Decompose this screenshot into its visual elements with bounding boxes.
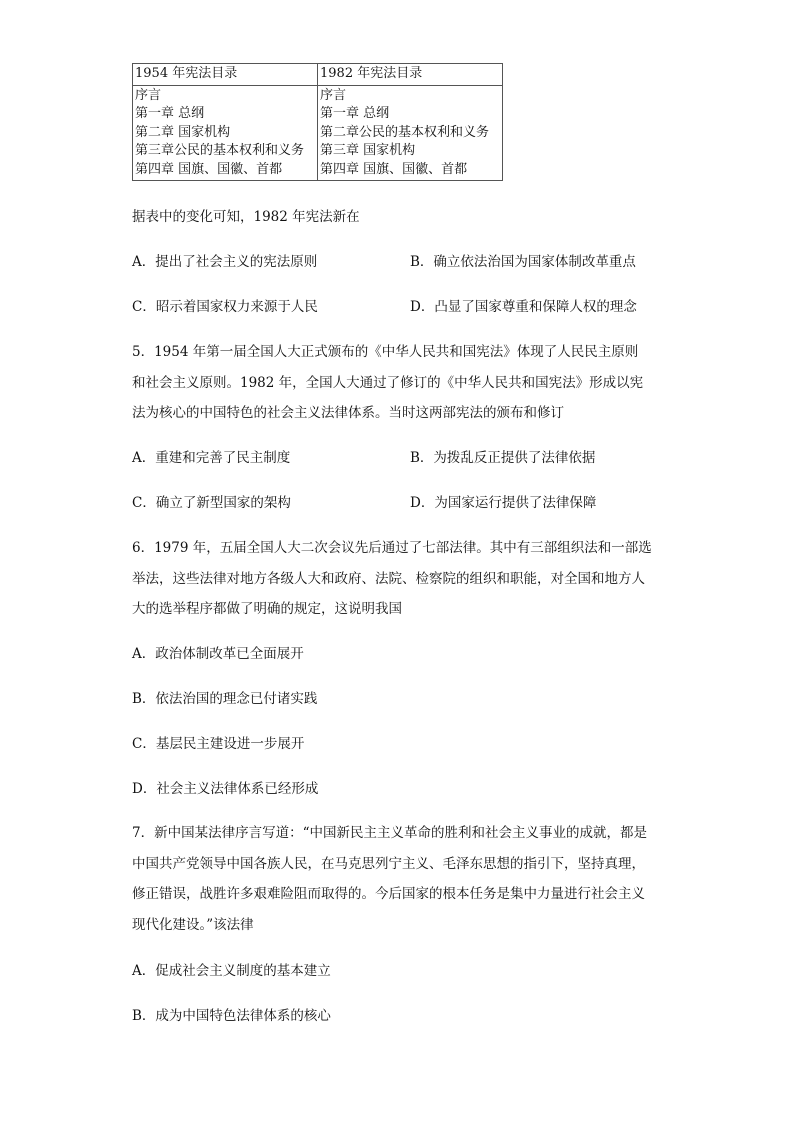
q7-stem-line: 7．新中国某法律序言写道：“中国新民主主义革命的胜利和社会主义事业的成就，都是 bbox=[132, 825, 647, 841]
q6-option-a[interactable]: A．政治体制改革已全面展开 bbox=[132, 646, 304, 662]
toc-1982-item: 第四章 国旗、国徽、首都 bbox=[320, 161, 468, 177]
q5-option-a[interactable]: A．重建和完善了民主制度 bbox=[132, 450, 291, 466]
toc-1954-item: 序言 bbox=[135, 87, 162, 103]
toc-1954-item: 第二章 国家机构 bbox=[135, 124, 231, 140]
toc-1954-cell bbox=[133, 85, 318, 181]
q7-stem-line: 现代化建设。”该法律 bbox=[132, 917, 254, 933]
constitution-toc-table bbox=[132, 63, 503, 181]
q7-option-b[interactable]: B．成为中国特色法律体系的核心 bbox=[132, 1008, 331, 1024]
q6-stem-line: 举法，这些法律对地方各级人大和政府、法院、检察院的组织和职能，对全国和地方人 bbox=[132, 571, 645, 587]
toc-1982-item: 第三章 国家机构 bbox=[320, 143, 416, 158]
toc-1982-item: 第一章 总纲 bbox=[320, 106, 390, 121]
q7-stem-line: 修正错误，战胜许多艰难险阻而取得的。今后国家的根本任务是集中力量进行社会主义 bbox=[132, 886, 645, 902]
toc-1982-item: 序言 bbox=[320, 87, 347, 103]
q6-option-d[interactable]: D．社会主义法律体系已经形成 bbox=[132, 781, 319, 797]
q4-option-a[interactable]: A．提出了社会主义的宪法原则 bbox=[132, 254, 318, 270]
q5-option-d[interactable]: D．为国家运行提供了法律保障 bbox=[410, 495, 597, 511]
q6-stem-line: 6．1979 年，五届全国人大二次会议先后通过了七部法律。其中有三部组织法和一部选 bbox=[132, 540, 652, 556]
q5-option-c[interactable]: C．确立了新型国家的架构 bbox=[132, 495, 291, 511]
toc-1954-item: 第一章 总纲 bbox=[135, 106, 205, 121]
q4-stem: 据表中的变化可知，1982 年宪法新在 bbox=[132, 209, 360, 225]
table-header-row bbox=[133, 64, 503, 86]
q5-stem-line: 法为核心的中国特色的社会主义法律体系。当时这两部宪法的颁布和修订 bbox=[132, 405, 564, 421]
q6-option-b[interactable]: B．依法治国的理念已付诸实践 bbox=[132, 691, 318, 707]
q5-option-b[interactable]: B．为拨乱反正提供了法律依据 bbox=[410, 450, 596, 466]
header-1954: 1954 年宪法目录 bbox=[133, 64, 318, 86]
q4-option-d[interactable]: D．凸显了国家尊重和保障人权的理念 bbox=[410, 299, 637, 315]
toc-1954-item: 第四章 国旗、国徽、首都 bbox=[135, 161, 283, 177]
q4-option-b[interactable]: B．确立依法治国为国家体制改革重点 bbox=[410, 254, 636, 270]
q7-stem-line: 中国共产党领导中国各族人民，在马克思列宁主义、毛泽东思想的指引下，坚持真理， bbox=[132, 856, 645, 872]
table-body-row bbox=[133, 85, 503, 181]
q7-option-a[interactable]: A．促成社会主义制度的基本建立 bbox=[132, 963, 331, 979]
toc-1982-cell bbox=[318, 85, 503, 181]
q6-stem-line: 大的选举程序都做了明确的规定，这说明我国 bbox=[132, 601, 402, 617]
q6-option-c[interactable]: C．基层民主建设进一步展开 bbox=[132, 736, 305, 752]
toc-1982-item: 第二章公民的基本权利和义务 bbox=[320, 124, 490, 140]
toc-1954-item: 第三章公民的基本权利和义务 bbox=[135, 143, 305, 158]
header-1982: 1982 年宪法目录 bbox=[318, 64, 503, 86]
q4-option-c[interactable]: C．昭示着国家权力来源于人民 bbox=[132, 299, 318, 315]
q5-stem-line: 5．1954 年第一届全国人大正式颁布的《中华人民共和国宪法》体现了人民民主原则 bbox=[132, 344, 639, 360]
q5-stem-line: 和社会主义原则。1982 年，全国人大通过了修订的《中华人民共和国宪法》形成以宪 bbox=[132, 375, 644, 391]
